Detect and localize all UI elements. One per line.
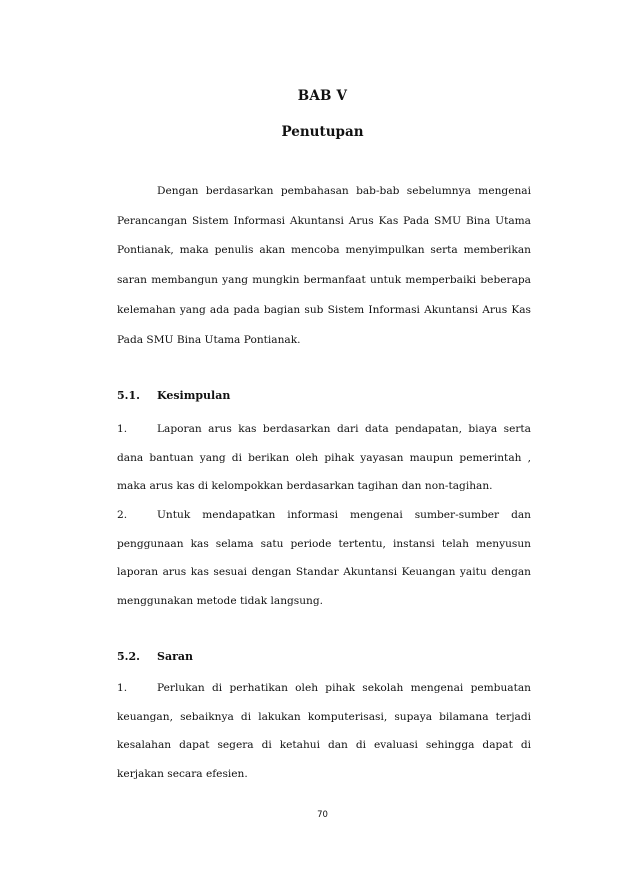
list-item: [117, 674, 531, 789]
section-number: 5.2.: [117, 650, 140, 663]
list-item: [117, 415, 531, 501]
section-title: Kesimpulan: [157, 389, 231, 402]
list-item-number: 2.: [117, 509, 128, 521]
list-item-text: Untuk mendapatkan informasi mengenai sumber-sumber dan penggunaan kas selama satu periode tertentu, instansi telah menyusun laporan arus kas sesuai dengan Standar Akuntansi Keuangan yaitu dengan menggunakan metode tidak langsung.: [117, 509, 531, 608]
list-item-text: Laporan arus kas berdasarkan dari data pendapatan, biaya serta dana bantuan yang di berikan oleh pihak yayasan maupun pemerintah , maka arus kas di kelompokkan berdasarkan tagihan dan non-tagihan.: [117, 423, 531, 493]
chapter-title: BAB V: [297, 88, 348, 104]
section-title: Saran: [157, 650, 193, 663]
section-number: 5.1.: [117, 389, 140, 402]
page-number: 70: [317, 810, 328, 820]
intro-paragraph: Dengan berdasarkan pembahasan bab-bab sebelumnya mengenai Perancangan Sistem Informasi Akuntansi Arus Kas Pada SMU Bina Utama Pontianak, maka penulis akan mencoba menyimpulkan serta memberikan saran membangun yang mungkin bermanfaat untuk memperbaiki beberapa kelemahan yang ada pada bagian sub Sistem Informasi Akuntansi Arus Kas Pada SMU Bina Utama Pontianak.: [117, 185, 531, 346]
section-heading-saran: [117, 650, 193, 663]
list-item-number: 1.: [117, 423, 128, 435]
list-item: [117, 501, 531, 616]
list-item-text: Perlukan di perhatikan oleh pihak sekolah mengenai pembuatan keuangan, sebaiknya di lakukan komputerisasi, supaya bilamana terjadi kesalahan dapat segera di ketahui dan di evaluasi sehingga dapat di kerjakan secara efesien.: [117, 682, 531, 781]
chapter-subtitle: Penutupan: [281, 124, 364, 140]
list-item-number: 1.: [117, 682, 128, 694]
section-heading-kesimpulan: [117, 389, 230, 402]
